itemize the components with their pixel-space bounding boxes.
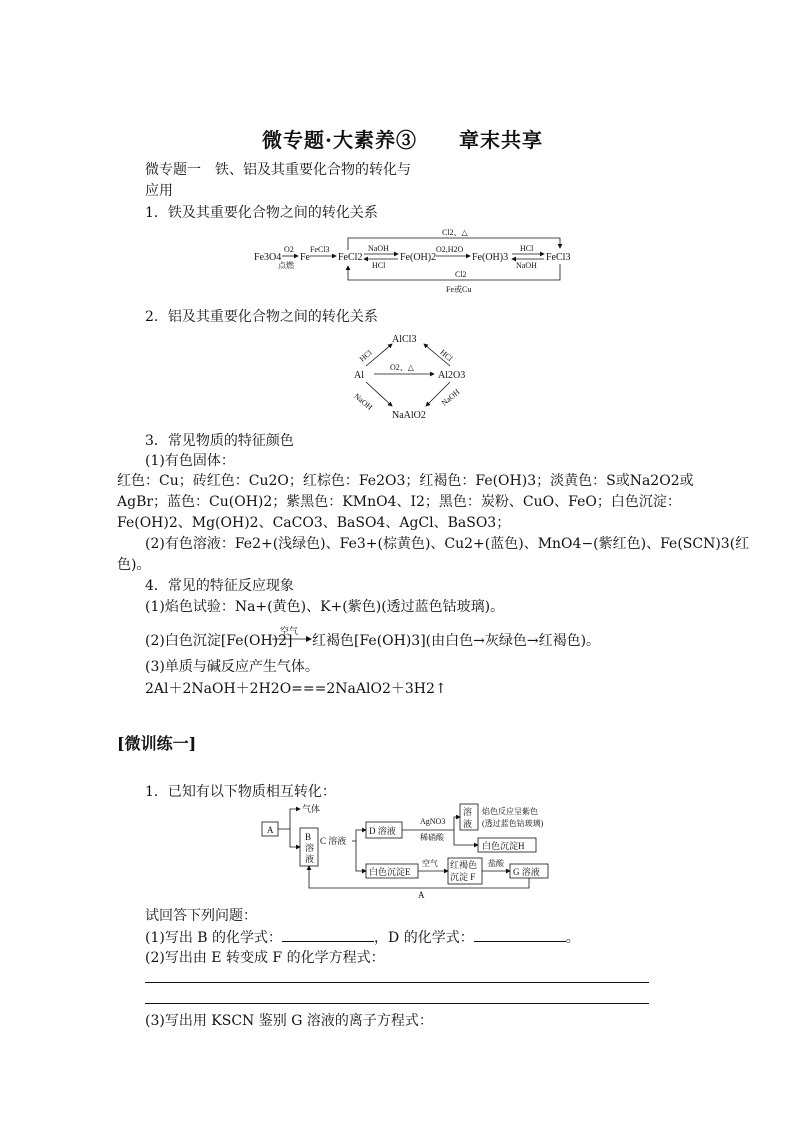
section4-l1: (1)焰色试验：Na+(黄色)、K+(紫色)(透过蓝色钴玻璃)。	[145, 599, 505, 615]
fe-conversion-diagram	[250, 224, 580, 296]
o2h2o-label: O2,H2O	[436, 245, 464, 254]
al-label: Al	[354, 370, 364, 381]
air-label: 空气	[280, 627, 299, 637]
flow-f1: 红褐色	[450, 860, 478, 870]
question-1-part-a: (1)写出 B 的化学式：	[145, 930, 283, 946]
answer-line-1[interactable]	[145, 982, 649, 983]
hcl-bottom-label: HCl	[372, 261, 386, 270]
al-conversion-diagram	[340, 330, 480, 425]
flow-a-bottom: A	[418, 890, 425, 900]
flow-yansuan: 盐酸	[488, 859, 504, 868]
flow-air: 空气	[422, 859, 438, 868]
fecl3-label: FeCl3	[546, 252, 571, 263]
flow-e: 白色沉淀E	[369, 867, 411, 877]
question-3: (3)写出用 KSCN 鉴别 G 溶液的离子方程式：	[145, 1013, 433, 1029]
section1-heading: 1．铁及其重要化合物之间的转化关系	[145, 205, 378, 221]
question-2: (2)写出由 E 转变成 F 的化学方程式：	[145, 950, 385, 966]
section4-heading: 4．常见的特征反应现象	[145, 578, 294, 594]
questions-intro: 试回答下列问题：	[145, 908, 257, 924]
flow-flame1: 焰色反应呈紫色	[482, 807, 538, 816]
section3-p2: AgBr；蓝色：Cu(OH)2；紫黑色：KMnO4、I2；黑色：炭粉、CuO、FeO；白色沉淀：	[117, 494, 681, 510]
answer-line-2[interactable]	[145, 1003, 649, 1004]
naalo2-label: NaAlO2	[392, 410, 426, 421]
flow-d: D 溶液	[369, 826, 396, 836]
section4-equation: 2Al＋2NaOH＋2H2O===2NaAlO2＋3H2↑	[145, 681, 447, 697]
naoh-bottom-label: NaOH	[516, 261, 537, 270]
section4-l3: (3)单质与碱反应产生气体。	[145, 659, 319, 675]
flow-rong2: 溶	[463, 807, 473, 817]
flow-ye2: 液	[463, 819, 473, 829]
flow-f2: 沉淀 F	[450, 872, 476, 882]
hcl-right-label: HCl	[438, 347, 455, 364]
flow-c: C 溶液	[320, 836, 347, 846]
fe-label: Fe	[300, 252, 310, 263]
page-title: 微专题·大素养③ 章末共享	[262, 128, 543, 152]
section4-l2a: (2)白色沉淀[Fe(OH)2]	[145, 633, 293, 649]
flow-gas: 气体	[302, 804, 321, 814]
question-1-end: 。	[565, 930, 580, 946]
answer-d-field[interactable]	[474, 927, 566, 942]
fe-or-cu-label: Fe或Cu	[446, 285, 472, 294]
flow-flame2: (透过蓝色钴玻璃)	[482, 819, 544, 828]
fe3o4-label: Fe3O4	[254, 252, 282, 263]
flow-h: 白色沉淀H	[482, 841, 525, 851]
q1-stem: 1．已知有以下物质相互转化：	[145, 784, 336, 800]
alcl3-label: AlCl3	[392, 334, 417, 345]
flow-diagram	[260, 800, 560, 900]
feoh3-label: Fe(OH)3	[472, 252, 509, 263]
practice-heading: [微训练一]	[117, 734, 197, 753]
question-1	[145, 927, 580, 948]
air-arrow	[272, 634, 312, 644]
flow-b-ye: 液	[305, 854, 315, 864]
cl2-label: Cl2	[455, 270, 467, 279]
topic-line2: 应用	[145, 183, 173, 199]
naoh-top-label: NaOH	[368, 244, 389, 253]
section3-p1: 红色：Cu；砖红色：Cu2O；红棕色：Fe2O3；红褐色：Fe(OH)3；淡黄色：S或Na2O2或	[117, 473, 694, 489]
topic-line1: 微专题一 铁、铝及其重要化合物的转化与	[145, 162, 411, 178]
question-1-part-b: ，D 的化学式：	[374, 930, 474, 946]
hcl-top-label: HCl	[520, 244, 534, 253]
o2-heat-label: O2、△	[390, 363, 414, 372]
section2-heading: 2．铝及其重要化合物之间的转化关系	[145, 309, 378, 325]
section3-p3: Fe(OH)2、Mg(OH)2、CaCO3、BaSO4、AgCl、BaSO3；	[117, 515, 511, 531]
dianran-label: 点燃	[278, 261, 294, 270]
naoh-right-label: NaOH	[439, 387, 462, 408]
o2-label: O2	[284, 245, 294, 254]
flow-b: B	[305, 832, 312, 842]
feoh2-label: Fe(OH)2	[400, 252, 437, 263]
section4-l2b: 红褐色[Fe(OH)3](由白色→灰绿色→红褐色)。	[312, 633, 601, 649]
cl2-heat-label: Cl2、△	[442, 228, 468, 237]
answer-b-field[interactable]	[282, 927, 374, 942]
flow-agno3: AgNO3	[420, 817, 446, 826]
flow-b-rong: 溶	[305, 843, 315, 853]
flow-xixiaosuan: 稀硝酸	[420, 833, 444, 842]
flow-a: A	[267, 825, 274, 835]
section3-sub2: (2)有色溶液：Fe2+(浅绿色)、Fe3+(棕黄色)、Cu2+(蓝色)、MnO4−(紫红色)、Fe(SCN)3(红	[145, 536, 750, 552]
section3-sub2b: 色)。	[117, 557, 151, 573]
naoh-left-label: NaOH	[352, 391, 375, 412]
hcl-left-label: HCl	[357, 348, 374, 364]
fecl2-label: FeCl2	[338, 252, 363, 263]
section3-heading: 3．常见物质的特征颜色	[145, 433, 294, 449]
fecl3-top-label: FeCl3	[310, 245, 330, 254]
flow-g: G 溶液	[513, 867, 540, 877]
section3-sub1: (1)有色固体：	[145, 453, 235, 469]
al2o3-label: Al2O3	[438, 370, 466, 381]
